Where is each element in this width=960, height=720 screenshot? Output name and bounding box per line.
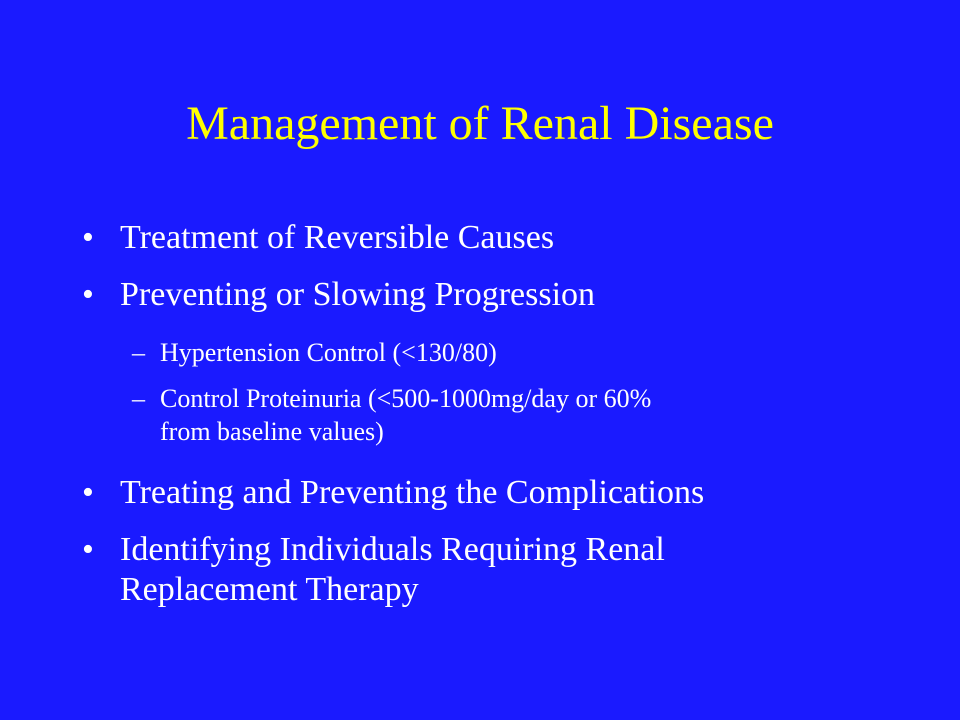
bullet-icon: • [82,531,94,568]
slide-title: Management of Renal Disease [186,97,774,150]
bullet-icon: • [82,219,94,256]
bullet-item-treating-complications [82,473,900,513]
sub-item-text: Hypertension Control (<130/80) [160,338,497,367]
sub-item-hypertension-control [132,336,880,369]
bullet-text-continued: Replacement Therapy [120,571,419,608]
sub-item-text-continued: from baseline values) [160,417,384,446]
sub-item-control-proteinuria [132,382,880,448]
bullet-text: Treating and Preventing the Complications [120,474,705,511]
bullet-icon: • [82,474,94,511]
bullet-text: Identifying Individuals Requiring Renal [120,531,665,568]
bullet-text: Treatment of Reversible Causes [120,219,555,256]
bullet-icon: • [82,276,94,313]
dash-icon: – [132,338,145,367]
dash-icon: – [132,384,145,413]
sub-item-text: Control Proteinuria (<500-1000mg/day or 60% [160,384,652,413]
bullet-item-identifying-individuals [82,530,900,610]
bullet-item-treatment-reversible-causes [82,218,900,258]
bullet-text: Preventing or Slowing Progression [120,276,596,313]
bullet-item-preventing-progression [82,275,900,315]
